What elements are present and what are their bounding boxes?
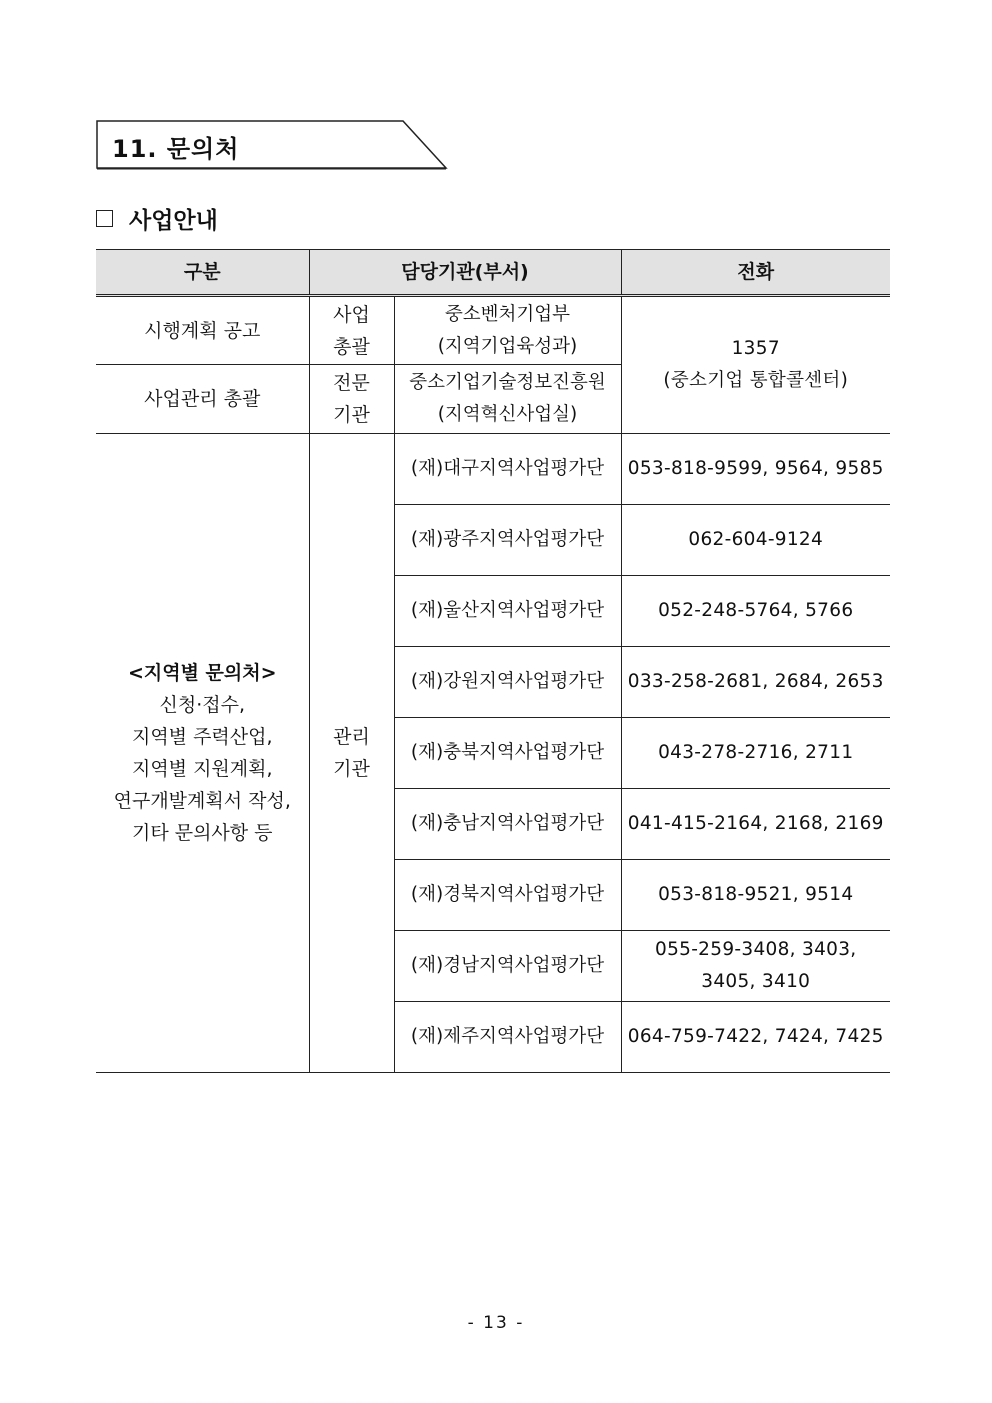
phone-cell: 052-248-5764, 5766 (621, 576, 890, 647)
regional-role-cell (309, 434, 394, 1073)
phone-cell: 053-818-9521, 9514 (621, 860, 890, 931)
organization-cell (394, 296, 621, 365)
category-cell: 사업관리 총괄 (96, 365, 309, 434)
role-line: 기관 (333, 758, 370, 780)
table-row (96, 296, 890, 365)
phone-line: (중소기업 통합콜센터) (663, 370, 849, 391)
role-line: 총괄 (333, 335, 370, 358)
phone-cell (621, 296, 890, 434)
phone-line: 3405, 3410 (701, 971, 811, 992)
org-line: (지역혁신사업실) (437, 404, 578, 425)
org-line: (지역기업육성과) (437, 335, 578, 357)
organization-cell: (재)강원지역사업평가단 (394, 647, 621, 718)
regional-category-title: <지역별 문의처> (127, 662, 277, 684)
phone-line: 055-259-3408, 3403, (655, 939, 857, 960)
header-organization: 담당기관(부서) (309, 250, 621, 296)
phone-line: 1357 (731, 338, 780, 359)
category-cell: 시행계획 공고 (96, 296, 309, 365)
subheading-text: 사업안내 (129, 207, 218, 234)
role-cell (309, 296, 394, 365)
phone-cell: 062-604-9124 (621, 505, 890, 576)
role-line: 사업 (333, 303, 370, 326)
role-line: 관리 (333, 726, 370, 748)
phone-cell (621, 931, 890, 1002)
role-cell (309, 365, 394, 434)
regional-category-cell (96, 434, 309, 1073)
page-number: - 13 - (467, 1313, 525, 1333)
organization-cell: (재)경남지역사업평가단 (394, 931, 621, 1002)
organization-cell: (재)충북지역사업평가단 (394, 718, 621, 789)
org-line: 중소벤처기업부 (444, 303, 571, 325)
org-line: 중소기업기술정보진흥원 (409, 372, 606, 393)
organization-cell: (재)울산지역사업평가단 (394, 576, 621, 647)
phone-cell: 043-278-2716, 2711 (621, 718, 890, 789)
subheading (96, 202, 218, 234)
organization-cell: (재)광주지역사업평가단 (394, 505, 621, 576)
section-title: 11. 문의처 (112, 135, 240, 163)
checkbox-empty-icon (96, 210, 113, 227)
organization-cell: (재)제주지역사업평가단 (394, 1002, 621, 1073)
role-line: 전문 (333, 372, 370, 394)
regional-category-line: 신청·접수, (159, 694, 245, 716)
section-header (96, 120, 448, 170)
organization-cell: (재)충남지역사업평가단 (394, 789, 621, 860)
phone-cell: 064-759-7422, 7424, 7425 (621, 1002, 890, 1073)
table-row (96, 434, 890, 505)
regional-category-line: 기타 문의사항 등 (131, 822, 273, 844)
phone-cell: 053-818-9599, 9564, 9585 (621, 434, 890, 505)
regional-category-line: 지역별 지원계획, (131, 758, 273, 780)
phone-cell: 041-415-2164, 2168, 2169 (621, 789, 890, 860)
regional-category-line: 연구개발계획서 작성, (113, 790, 291, 812)
organization-cell (394, 365, 621, 434)
header-category: 구분 (96, 250, 309, 296)
contact-table (96, 249, 890, 1073)
organization-cell: (재)대구지역사업평가단 (394, 434, 621, 505)
header-phone: 전화 (621, 250, 890, 296)
organization-cell: (재)경북지역사업평가단 (394, 860, 621, 931)
regional-category-line: 지역별 주력산업, (131, 726, 273, 748)
role-line: 기관 (333, 404, 370, 426)
phone-cell: 033-258-2681, 2684, 2653 (621, 647, 890, 718)
